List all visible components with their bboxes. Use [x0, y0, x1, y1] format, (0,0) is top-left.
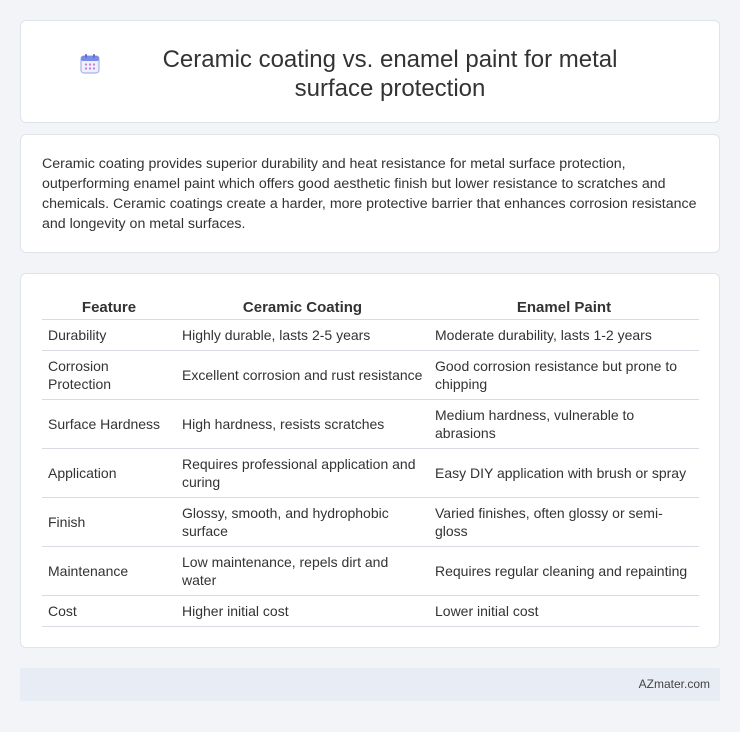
table-row [42, 350, 699, 399]
summary-card [20, 134, 720, 253]
cell-ceramic: Requires professional application and curing [176, 448, 429, 497]
cell-enamel: Varied finishes, often glossy or semi-gloss [429, 497, 699, 546]
cell-feature: Corrosion Protection [42, 350, 176, 399]
table-row [42, 448, 699, 497]
page-title: Ceramic coating vs. enamel paint for metal surface protection [162, 46, 618, 102]
cell-feature: Surface Hardness [42, 399, 176, 448]
cell-ceramic: Highly durable, lasts 2-5 years [176, 319, 429, 350]
cell-ceramic: Low maintenance, repels dirt and water [176, 546, 429, 595]
table-row [42, 595, 699, 626]
cell-enamel: Requires regular cleaning and repainting [429, 546, 699, 595]
comparison-card [20, 273, 720, 648]
header-enamel-paint: Enamel Paint [429, 295, 699, 319]
cell-feature: Cost [42, 595, 176, 626]
cell-enamel: Good corrosion resistance but prone to chipping [429, 350, 699, 399]
cell-ceramic: Excellent corrosion and rust resistance [176, 350, 429, 399]
cell-feature: Durability [42, 319, 176, 350]
summary-text: Ceramic coating provides superior durability and heat resistance for metal surface protection, outperforming enamel paint which offers good aesthetic finish but lower resistance to scratches and chemicals. Ceramic coatings create a harder, more protective barrier that enhances corrosion resistance and longevity on metal surfaces. [42, 156, 697, 232]
cell-enamel: Easy DIY application with brush or spray [429, 448, 699, 497]
cell-feature: Maintenance [42, 546, 176, 595]
cell-enamel: Medium hardness, vulnerable to abrasions [429, 399, 699, 448]
comparison-table [42, 295, 699, 627]
title-card [20, 20, 720, 123]
cell-feature: Application [42, 448, 176, 497]
table-row [42, 546, 699, 595]
table-header-row [42, 295, 699, 319]
table-row [42, 319, 699, 350]
cell-enamel: Moderate durability, lasts 1-2 years [429, 319, 699, 350]
table-row [42, 497, 699, 546]
cell-ceramic: Glossy, smooth, and hydrophobic surface [176, 497, 429, 546]
footer-bar [20, 668, 720, 701]
calendar-icon [79, 53, 101, 75]
title-wrap [21, 45, 719, 103]
cell-enamel: Lower initial cost [429, 595, 699, 626]
table-row [42, 399, 699, 448]
header-ceramic-coating: Ceramic Coating [176, 295, 429, 319]
cell-feature: Finish [42, 497, 176, 546]
footer-site-link[interactable]: AZmater.com [638, 677, 710, 691]
header-feature: Feature [42, 295, 176, 319]
cell-ceramic: High hardness, resists scratches [176, 399, 429, 448]
cell-ceramic: Higher initial cost [176, 595, 429, 626]
